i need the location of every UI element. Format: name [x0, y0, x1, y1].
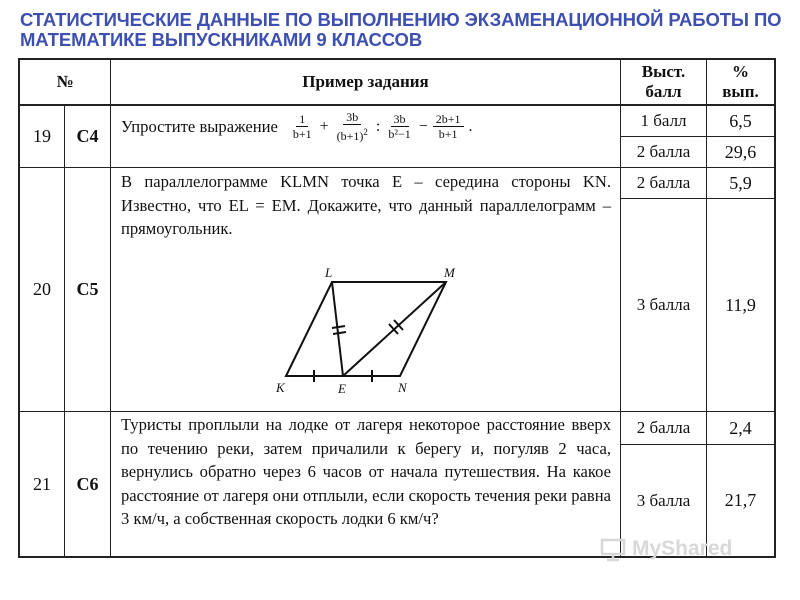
fraction-3: $\frac{3b}{\text{b²−1}}$ — [388, 112, 411, 141]
row21-code: С6 — [76, 473, 99, 494]
header-score: Выст. балл — [641, 62, 686, 101]
row19-percent-2: 29,6 — [724, 141, 757, 162]
row20-points-2: 3 балла — [636, 295, 691, 314]
tick-el-2 — [333, 332, 346, 334]
row20-percent-1: 5,9 — [729, 172, 752, 193]
row21-task-text: Туристы проплыли на лодке от лагеря некоторое расстояние вверх по течению реки, затем причалили к берегу и, погуляв 2 часа, вернулись обратно через 6 часов от начала путешествия. На какое расстояние от лагеря они отплыли, если скорость течения реки равна 3 км/ч, а собственная скорость лодки 6 км/ч? — [121, 415, 611, 528]
row19-task — [121, 110, 616, 143]
row21-points-2: 3 балла — [636, 490, 691, 510]
row20-points-1: 2 балла — [636, 173, 691, 192]
segment-el — [332, 282, 343, 376]
row21-percent-2: 21,7 — [724, 490, 757, 510]
row20-number: 20 — [33, 279, 51, 299]
label-k: K — [276, 380, 285, 395]
parallelogram-figure — [270, 262, 460, 397]
row21-percent-1: 2,4 — [729, 417, 752, 438]
header-example: Пример задания — [302, 72, 429, 91]
row19-code: С4 — [76, 126, 99, 146]
parallelogram-klmn — [286, 282, 446, 376]
header-percent: % вып. — [722, 62, 759, 101]
label-m: M — [444, 265, 455, 280]
row19-percent-1: 6,5 — [729, 110, 752, 131]
row20-task-text: В параллелограмме KLMN точка E – середина стороны KN. Известно, что EL = EM. Докажите, что данный параллелограмм – прямоугольник. — [121, 172, 611, 238]
fraction-2: $\frac{3b}{(b+1)^2}$ — [336, 110, 368, 143]
watermark-text: MyShared — [632, 537, 733, 560]
fraction-1: $\frac{1}{b+1}$ — [292, 112, 312, 141]
table-border-right — [774, 58, 776, 558]
row19-number: 19 — [33, 126, 51, 146]
operator-plus: + — [319, 117, 329, 135]
row20-percent-2: 11,9 — [725, 294, 756, 315]
col-divider-code — [110, 58, 111, 557]
presentation-icon — [600, 536, 626, 562]
tick-el-1 — [332, 326, 345, 328]
watermark — [600, 536, 732, 562]
operator-minus: − — [418, 117, 428, 135]
label-l: L — [325, 265, 333, 280]
header-number: № — [56, 72, 74, 91]
page-title: СТАТИСТИЧЕСКИЕ ДАННЫЕ ПО ВЫПОЛНЕНИЮ ЭКЗАМЕНАЦИОННОЙ РАБОТЫ ПО МАТЕМАТИКЕ ВЫПУСКНИКАМИ 9 КЛАССОВ — [20, 9, 782, 50]
row21-points-1: 2 балла — [636, 418, 691, 437]
operator-divide: : — [375, 117, 381, 135]
row19-points-2: 2 балла — [636, 142, 691, 161]
label-n: N — [398, 380, 407, 395]
expression-end: . — [468, 117, 473, 135]
row19-task-text: Упростите выражение — [121, 116, 278, 136]
row19-points-1: 1 балл — [640, 111, 687, 130]
row21-number: 21 — [33, 473, 51, 494]
row20-code: С5 — [76, 279, 99, 299]
fraction-4: $\frac{2b+1}{b+1}$ — [433, 112, 464, 141]
label-e: E — [338, 381, 346, 396]
